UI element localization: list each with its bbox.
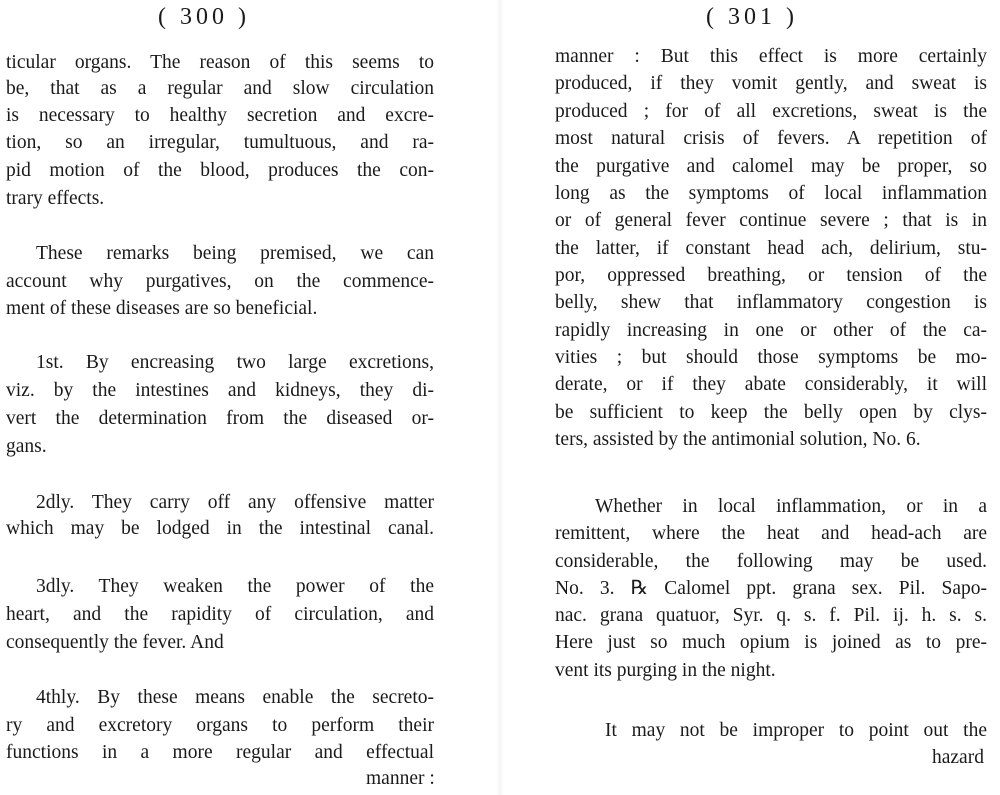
text-line: produced ; for of all excretions, sweat is the [555, 101, 987, 122]
text-line: most natural crisis of fevers. A repetition of [555, 128, 987, 149]
text-line: ment of these diseases are so beneficial. [6, 298, 318, 319]
text-line: is necessary to healthy secretion and excre- [6, 105, 434, 126]
text-line: the latter, if constant head ach, delirium, stu- [555, 238, 987, 259]
text-line: belly, shew that inflammatory congestion is [555, 292, 987, 313]
text-line: rapidly increasing in one or other of the ca- [555, 320, 987, 341]
text-line: 4thly. By these means enable the secreto- [36, 687, 434, 708]
text-line: remittent, where the heat and head-ach are [555, 523, 987, 544]
text-line: gans. [6, 436, 47, 457]
text-line: por, oppressed breathing, or tension of the [555, 265, 987, 286]
text-line: Here just so much opium is joined as to pre- [555, 632, 987, 653]
text-line: vert the determination from the diseased or- [6, 408, 434, 429]
text-line: ticular organs. The reason of this seems to [6, 52, 434, 73]
right-page [500, 0, 1000, 795]
catchword-left: manner : [366, 768, 435, 789]
text-line: 3dly. They weaken the power of the [36, 576, 434, 597]
text-line: be, that as a regular and slow circulation [6, 78, 434, 99]
catchword-right: hazard [932, 747, 984, 768]
text-line: tion, so an irregular, tumultuous, and ra- [6, 132, 434, 153]
text-line: derate, or if they abate considerably, it will [555, 374, 987, 395]
text-line: ters, assisted by the antimonial solution, No. 6. [555, 429, 921, 450]
text-line: These remarks being premised, we can [36, 243, 434, 264]
text-line: pid motion of the blood, produces the con- [6, 160, 434, 181]
text-line: vities ; but should those symptoms be mo- [555, 347, 987, 368]
text-line: which may be lodged in the intestinal canal. [6, 518, 434, 539]
text-line: 1st. By encreasing two large excretions, [36, 352, 434, 373]
text-line: account why purgatives, on the commence- [6, 271, 434, 292]
text-line: be sufficient to keep the belly open by clys- [555, 402, 987, 423]
page-number-left: ( 300 ) [158, 4, 250, 30]
text-line: heart, and the rapidity of circulation, and [6, 604, 434, 625]
page-number-right: ( 301 ) [706, 4, 798, 30]
text-line: 2dly. They carry off any offensive matter [36, 492, 434, 513]
text-line: trary effects. [6, 188, 105, 209]
text-line: vent its purging in the night. [555, 660, 776, 681]
text-line: ry and excretory organs to perform their [6, 715, 434, 736]
text-line: functions in a more regular and effectual [6, 742, 434, 763]
text-line: or of general fever continue severe ; that is in [555, 210, 987, 231]
text-line: considerable, the following may be used. [555, 551, 987, 572]
text-line: Whether in local inflammation, or in a [595, 496, 987, 517]
text-line: manner : But this effect is more certainly [555, 46, 987, 67]
text-line: consequently the fever. And [6, 632, 224, 653]
text-line: viz. by the intestines and kidneys, they di- [6, 380, 434, 401]
text-line: long as the symptoms of local inflammation [555, 183, 987, 204]
text-line: No. 3. ℞ Calomel ppt. grana sex. Pil. Sapo- [555, 578, 987, 599]
text-line: nac. grana quatuor, Syr. q. s. f. Pil. ij. h. s. s. [555, 605, 987, 626]
text-line: the purgative and calomel may be proper, so [555, 156, 987, 177]
text-line: produced, if they vomit gently, and sweat is [555, 73, 987, 94]
text-line: It may not be improper to point out the [605, 720, 987, 741]
